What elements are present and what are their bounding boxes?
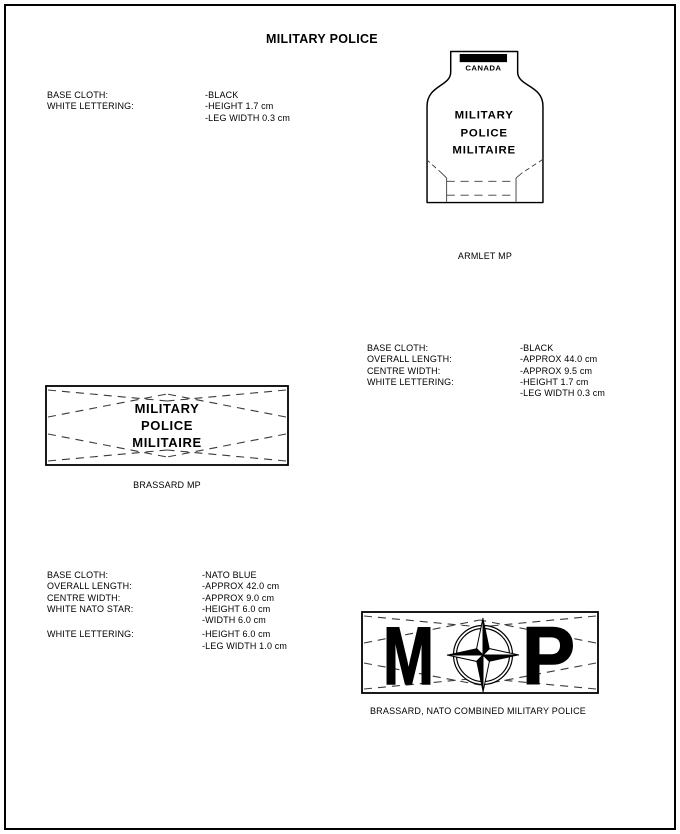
spec-value: -HEIGHT 6.0 cm: [202, 603, 271, 614]
spec-label: WHITE LETTERING:: [47, 101, 134, 112]
canada-flash: [460, 54, 507, 62]
spec-label: [47, 113, 205, 124]
spec-row: [47, 113, 290, 124]
spec-label: [47, 641, 202, 652]
spec-row: [47, 101, 290, 112]
spec-label: BASE CLOTH:: [367, 343, 429, 353]
spec-value: -APPROX 42.0 cm: [202, 581, 280, 592]
nato-brassard-drawing: [355, 600, 625, 700]
spec-label: CENTRE WIDTH:: [367, 365, 441, 376]
spec-value: -APPROX 9.0 cm: [202, 592, 275, 603]
spec-value: -HEIGHT 6.0 cm: [202, 629, 271, 640]
nato-brassard-spec-block: [47, 570, 287, 652]
nato-letter-p: P: [522, 611, 575, 702]
spec-row: [367, 366, 605, 377]
armlet-line-2: POLICE: [460, 127, 508, 140]
spec-value: -LEG WIDTH 0.3 cm: [520, 388, 606, 399]
spec-label: OVERALL LENGTH:: [367, 354, 452, 365]
spec-value: -BLACK: [520, 343, 554, 353]
spec-row: [367, 377, 605, 388]
spec-row: [47, 90, 290, 101]
spec-value: -HEIGHT 1.7 cm: [520, 376, 589, 387]
spec-value: -LEG WIDTH 0.3 cm: [205, 112, 291, 123]
armlet-drawing: [405, 45, 565, 245]
spec-label: BASE CLOTH:: [47, 570, 109, 580]
armlet-line-1: MILITARY: [454, 109, 514, 122]
brassard-mp-line-1: MILITARY: [134, 401, 200, 416]
page-title: MILITARY POLICE: [266, 32, 378, 46]
brassard-mp-line-2: POLICE: [141, 418, 193, 433]
spec-row: [47, 604, 287, 615]
spec-row: [367, 343, 605, 354]
spec-row: [367, 354, 605, 365]
brassard-mp-spec-block: [367, 343, 605, 399]
armlet-spec-block: [47, 90, 290, 124]
brassard-mp-caption: BRASSARD MP: [133, 480, 201, 490]
spec-row: [47, 629, 287, 640]
armlet-caption: ARMLET MP: [457, 251, 513, 261]
spec-value: -APPROX 9.5 cm: [520, 365, 593, 376]
spec-value: -WIDTH 6.0 cm: [202, 615, 266, 626]
spec-value: -NATO BLUE: [202, 570, 257, 580]
spec-label: WHITE NATO STAR:: [47, 603, 134, 614]
spec-label: WHITE LETTERING:: [47, 629, 134, 640]
spec-label: BASE CLOTH:: [47, 90, 109, 100]
spec-row: [47, 581, 287, 592]
spec-value: -BLACK: [205, 90, 239, 100]
brassard-mp-drawing: [40, 378, 300, 473]
spec-value: -LEG WIDTH 1.0 cm: [202, 640, 288, 651]
spec-row: [367, 388, 605, 399]
spec-label: [367, 388, 520, 399]
spec-label: WHITE LETTERING:: [367, 376, 454, 387]
spec-label: [47, 615, 202, 626]
nato-letter-m: M: [383, 611, 434, 702]
spec-label: OVERALL LENGTH:: [47, 581, 132, 592]
nato-brassard-caption: BRASSARD, NATO COMBINED MILITARY POLICE: [369, 706, 586, 716]
canada-label: CANADA: [465, 63, 502, 73]
spec-value: -APPROX 44.0 cm: [520, 354, 598, 365]
spec-value: -HEIGHT 1.7 cm: [205, 101, 274, 112]
spec-label: CENTRE WIDTH:: [47, 592, 121, 603]
brassard-mp-line-3: MILITAIRE: [132, 435, 202, 450]
spec-row: [47, 641, 287, 652]
armlet-line-3: MILITAIRE: [452, 144, 516, 157]
spec-row: [47, 593, 287, 604]
spec-row: [47, 570, 287, 581]
spec-row: [47, 615, 287, 626]
